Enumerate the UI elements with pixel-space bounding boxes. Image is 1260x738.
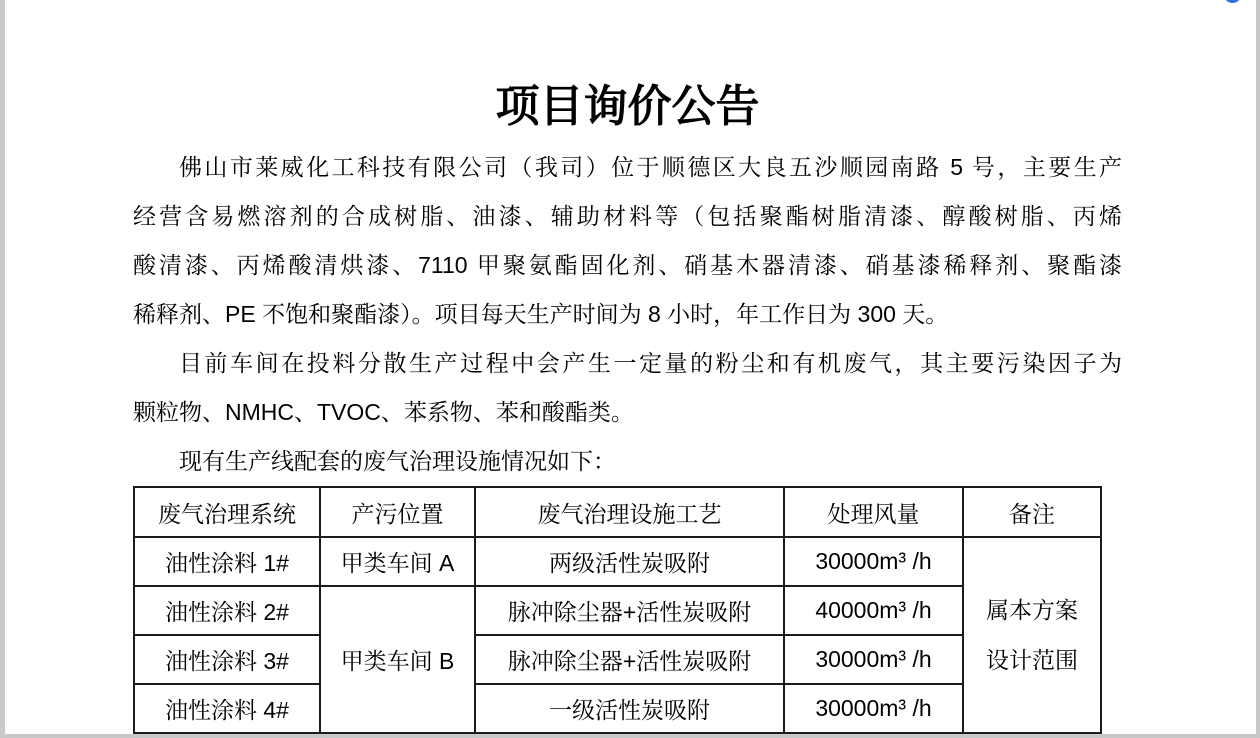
paragraph-pollutants (133, 339, 1122, 437)
viewport-edge-bottom (0, 734, 1260, 738)
cell-process: 脉冲除尘器+活性炭吸附 (475, 635, 784, 684)
paragraph-line: 颗粒物、NMHC、TVOC、苯系物、苯和酸酯类。 (133, 399, 634, 425)
page-title: 项目询价公告 (495, 82, 760, 131)
header-process: 废气治理设施工艺 (475, 487, 784, 537)
remark-line: 设计范围 (986, 647, 1078, 673)
cell-process: 脉冲除尘器+活性炭吸附 (475, 586, 784, 635)
cell-system: 油性涂料 2# (134, 586, 320, 635)
table-row (134, 586, 1101, 635)
cell-airflow: 30000m³ /h (784, 537, 963, 586)
cell-location-merged: 甲类车间 B (320, 586, 475, 733)
table-header-row (134, 487, 1101, 537)
paragraph-line: 经营含易燃溶剂的合成树脂、油漆、辅助材料等（包括聚酯树脂清漆、醇酸树脂、丙烯 (133, 203, 1122, 229)
cell-airflow: 40000m³ /h (784, 586, 963, 635)
table-row (134, 537, 1101, 586)
cell-process: 两级活性炭吸附 (475, 537, 784, 586)
cell-process: 一级活性炭吸附 (475, 684, 784, 733)
viewport-edge-left (0, 0, 5, 738)
paragraph-line: 稀释剂、PE 不饱和聚酯漆）。项目每天生产时间为 8 小时，年工作日为 300 天。 (133, 301, 949, 327)
header-remark: 备注 (963, 487, 1101, 537)
paragraph-company-intro (133, 143, 1122, 339)
table-row (134, 635, 1101, 684)
cell-system: 油性涂料 4# (134, 684, 320, 733)
table-row (134, 684, 1101, 733)
cell-system: 油性涂料 1# (134, 537, 320, 586)
paragraph-line: 现有生产线配套的废气治理设施情况如下： (179, 448, 616, 474)
remark-line: 属本方案 (986, 597, 1078, 623)
paragraph-line: 佛山市莱威化工科技有限公司（我司）位于顺德区大良五沙顺园南路 5 号，主要生产 (179, 154, 1122, 180)
header-location: 产污位置 (320, 487, 475, 537)
cell-airflow: 30000m³ /h (784, 635, 963, 684)
cell-location: 甲类车间 A (320, 537, 475, 586)
cell-airflow: 30000m³ /h (784, 684, 963, 733)
waste-gas-table (133, 486, 1102, 734)
cell-remark-merged (963, 537, 1101, 733)
paragraph-line: 酸清漆、丙烯酸清烘漆、7110 甲聚氨酯固化剂、硝基木器清漆、硝基漆稀释剂、聚酯漆 (133, 252, 1122, 278)
floating-action-button[interactable] (1224, 0, 1241, 3)
cell-system: 油性涂料 3# (134, 635, 320, 684)
scrollbar-track[interactable] (1256, 0, 1260, 738)
header-airflow: 处理风量 (784, 487, 963, 537)
header-system: 废气治理系统 (134, 487, 320, 537)
paragraph-table-lead (133, 437, 1122, 486)
document-page (133, 82, 1122, 734)
paragraph-line: 目前车间在投料分散生产过程中会产生一定量的粉尘和有机废气，其主要污染因子为 (179, 350, 1122, 376)
